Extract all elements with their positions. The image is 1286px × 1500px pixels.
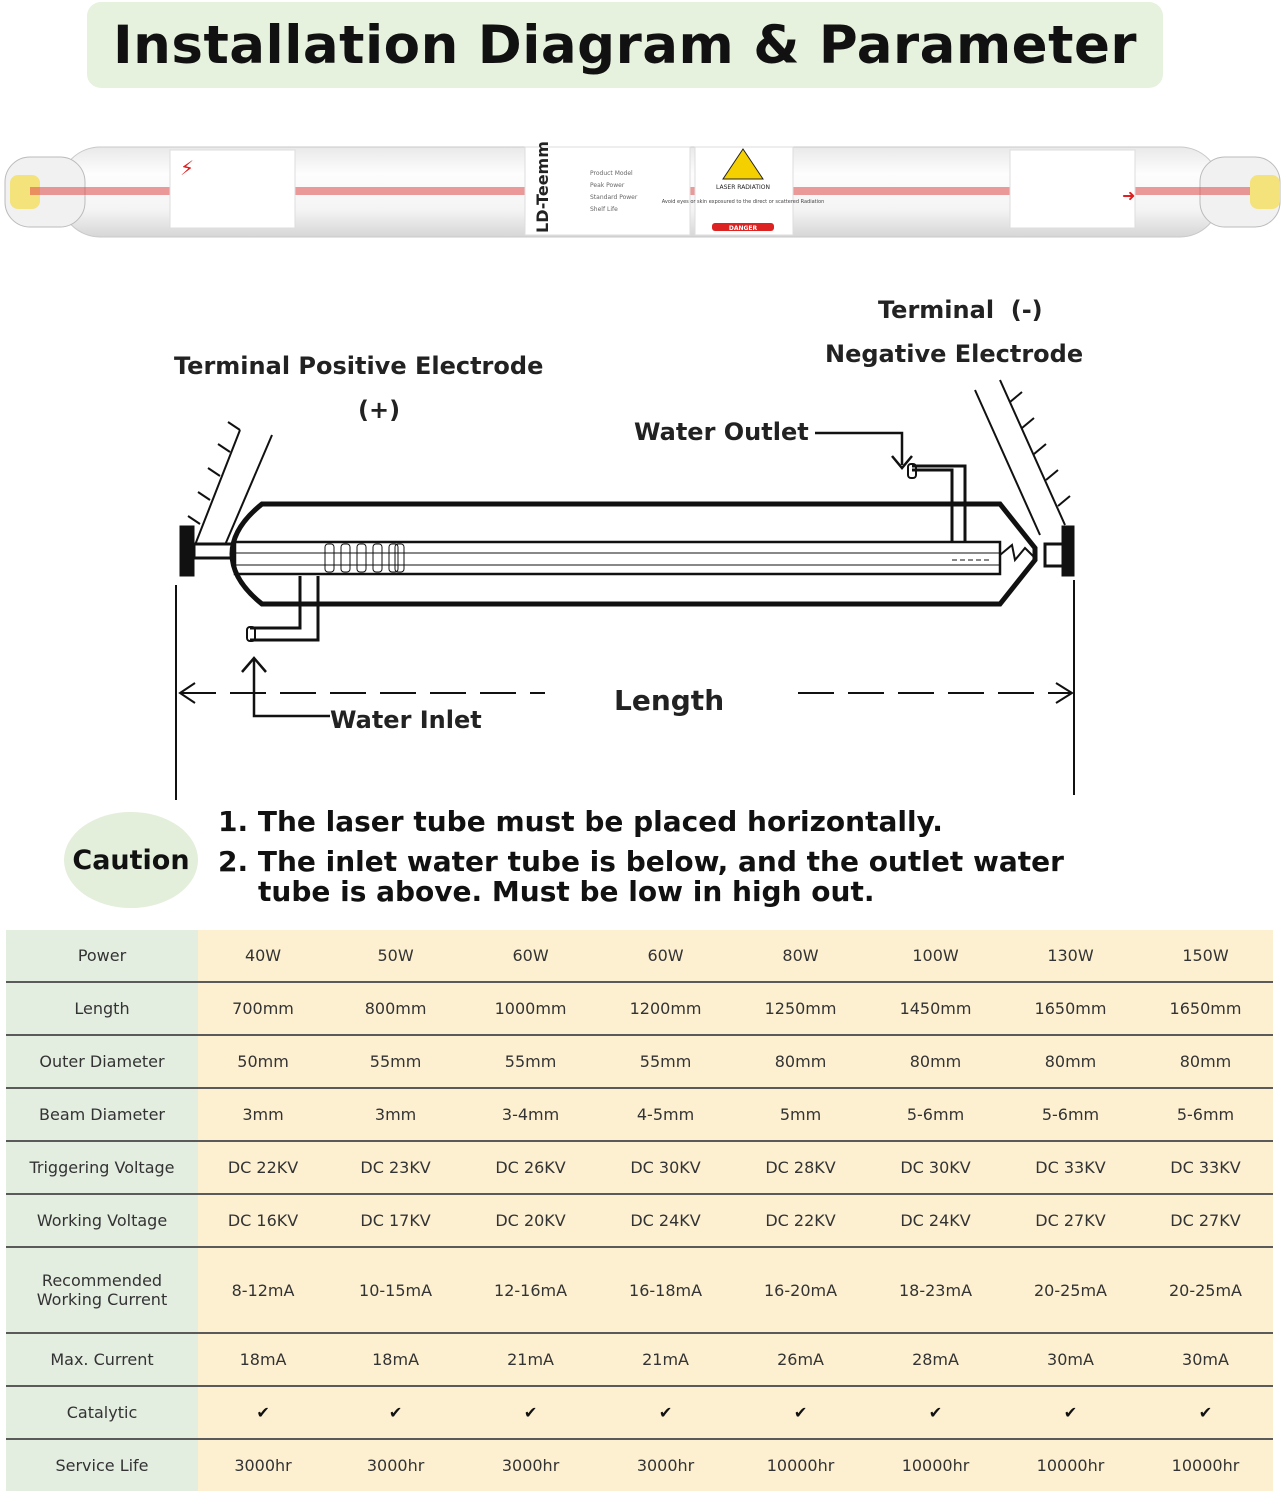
table-cell: 10000hr	[733, 1439, 868, 1491]
table-cell: 20-25mA	[1138, 1247, 1273, 1333]
table-cell: 55mm	[328, 1035, 463, 1088]
table-cell: 10000hr	[1138, 1439, 1273, 1491]
table-cell: 100W	[868, 930, 1003, 982]
table-cell: DC 16KV	[198, 1194, 328, 1247]
title-banner	[87, 2, 1163, 88]
table-cell: 80mm	[1003, 1035, 1138, 1088]
row-label: Beam Diameter	[6, 1088, 198, 1141]
table-cell: DC 26KV	[463, 1141, 598, 1194]
row-label: Working Voltage	[6, 1194, 198, 1247]
row-label: Catalytic	[6, 1386, 198, 1439]
svg-text:⚡: ⚡	[180, 156, 195, 180]
table-cell: DC 24KV	[868, 1194, 1003, 1247]
table-cell: 3mm	[198, 1088, 328, 1141]
svg-text:Shelf Life: Shelf Life	[590, 206, 618, 213]
table-cell: 21mA	[463, 1333, 598, 1386]
caution-notes	[218, 806, 1064, 916]
table-cell: 30mA	[1138, 1333, 1273, 1386]
table-cell: 1650mm	[1003, 982, 1138, 1035]
table-cell: 80mm	[1138, 1035, 1273, 1088]
note-2-continued: tube is above. Must be low in high out.	[258, 875, 875, 908]
table-cell: 40W	[198, 930, 328, 982]
table-cell: 16-20mA	[733, 1247, 868, 1333]
table-row	[6, 930, 1273, 982]
table-cell: 50mm	[198, 1035, 328, 1088]
table-cell: 80mm	[868, 1035, 1003, 1088]
table-row	[6, 1035, 1273, 1088]
table-cell: DC 30KV	[868, 1141, 1003, 1194]
table-cell: DC 24KV	[598, 1194, 733, 1247]
table-cell: 1650mm	[1138, 982, 1273, 1035]
laser-tube-photo	[0, 135, 1286, 250]
table-row	[6, 1247, 1273, 1333]
water-outlet-label: Water Outlet	[634, 418, 809, 446]
svg-text:Avoid eyes or skin exposured t: Avoid eyes or skin exposured to the direct or scattered Radiation	[661, 199, 825, 205]
table-cell: 18-23mA	[868, 1247, 1003, 1333]
svg-text:DANGER: DANGER	[728, 225, 758, 232]
table-cell: 4-5mm	[598, 1088, 733, 1141]
svg-text:Peak Power: Peak Power	[590, 182, 625, 189]
table-cell: DC 22KV	[733, 1194, 868, 1247]
table-cell: 10000hr	[1003, 1439, 1138, 1491]
table-row	[6, 1141, 1273, 1194]
row-label: Max. Current	[6, 1333, 198, 1386]
table-cell: 1000mm	[463, 982, 598, 1035]
table-cell: DC 30KV	[598, 1141, 733, 1194]
table-cell: 28mA	[868, 1333, 1003, 1386]
table-cell: 20-25mA	[1003, 1247, 1138, 1333]
negative-electrode-label: Negative Electrode	[825, 340, 1084, 368]
table-cell: ✔	[598, 1386, 733, 1439]
table-cell: 3-4mm	[463, 1088, 598, 1141]
brand-label: LD-Teemm	[533, 141, 552, 233]
table-cell: ✔	[1138, 1386, 1273, 1439]
note-1: 1. The laser tube must be placed horizontally.	[218, 805, 943, 838]
table-cell: DC 23KV	[328, 1141, 463, 1194]
table-cell: DC 22KV	[198, 1141, 328, 1194]
table-cell: 80W	[733, 930, 868, 982]
table-cell: 1450mm	[868, 982, 1003, 1035]
table-cell: ✔	[328, 1386, 463, 1439]
table-cell: 18mA	[198, 1333, 328, 1386]
table-cell: 26mA	[733, 1333, 868, 1386]
table-cell: 130W	[1003, 930, 1138, 982]
svg-text:Standard Power: Standard Power	[590, 194, 638, 201]
table-cell: 3000hr	[198, 1439, 328, 1491]
table-cell: 80mm	[733, 1035, 868, 1088]
table-cell: 150W	[1138, 930, 1273, 982]
terminal-negative-label: Terminal (-)	[878, 296, 1043, 324]
page-title: Installation Diagram & Parameter	[112, 14, 1138, 76]
table-cell: ✔	[463, 1386, 598, 1439]
table-cell: ✔	[868, 1386, 1003, 1439]
table-cell: DC 33KV	[1003, 1141, 1138, 1194]
caution-label: Caution	[72, 844, 190, 876]
positive-sign-label: (+)	[358, 396, 401, 424]
table-cell: 50W	[328, 930, 463, 982]
table-cell: 60W	[598, 930, 733, 982]
table-cell: DC 27KV	[1003, 1194, 1138, 1247]
note-2: 2. The inlet water tube is below, and the outlet water	[218, 845, 1064, 878]
row-label: Length	[6, 982, 198, 1035]
table-cell: 10-15mA	[328, 1247, 463, 1333]
table-cell: 16-18mA	[598, 1247, 733, 1333]
row-label: Outer Diameter	[6, 1035, 198, 1088]
table-cell: DC 27KV	[1138, 1194, 1273, 1247]
parameter-table	[6, 930, 1273, 1491]
table-cell: DC 20KV	[463, 1194, 598, 1247]
table-cell: 5-6mm	[868, 1088, 1003, 1141]
table-cell: 12-16mA	[463, 1247, 598, 1333]
table-cell: 3000hr	[463, 1439, 598, 1491]
table-cell: 3000hr	[328, 1439, 463, 1491]
table-cell: ✔	[733, 1386, 868, 1439]
row-label: Triggering Voltage	[6, 1141, 198, 1194]
table-row	[6, 1333, 1273, 1386]
table-cell: 5mm	[733, 1088, 868, 1141]
table-cell: 3000hr	[598, 1439, 733, 1491]
water-inlet-label: Water Inlet	[330, 706, 482, 734]
table-cell: 21mA	[598, 1333, 733, 1386]
table-cell: 700mm	[198, 982, 328, 1035]
table-cell: ✔	[1003, 1386, 1138, 1439]
table-cell: 5-6mm	[1138, 1088, 1273, 1141]
table-cell: 18mA	[328, 1333, 463, 1386]
svg-text:LASER RADIATION: LASER RADIATION	[716, 184, 770, 191]
table-row	[6, 1386, 1273, 1439]
caution-badge	[64, 812, 198, 908]
table-cell: DC 28KV	[733, 1141, 868, 1194]
terminal-positive-label: Terminal Positive Electrode	[174, 352, 544, 380]
table-cell: 55mm	[463, 1035, 598, 1088]
table-cell: ✔	[198, 1386, 328, 1439]
row-label: Service Life	[6, 1439, 198, 1491]
table-cell: 10000hr	[868, 1439, 1003, 1491]
table-row	[6, 982, 1273, 1035]
svg-text:Product Model: Product Model	[590, 170, 633, 177]
svg-text:➜: ➜	[1122, 186, 1136, 205]
table-cell: DC 33KV	[1138, 1141, 1273, 1194]
table-cell: 55mm	[598, 1035, 733, 1088]
table-row	[6, 1194, 1273, 1247]
row-label: Power	[6, 930, 198, 982]
table-cell: 1200mm	[598, 982, 733, 1035]
length-label: Length	[614, 684, 725, 717]
row-label: Recommended Working Current	[6, 1247, 198, 1333]
table-row	[6, 1439, 1273, 1491]
table-cell: 5-6mm	[1003, 1088, 1138, 1141]
table-cell: 30mA	[1003, 1333, 1138, 1386]
table-cell: 60W	[463, 930, 598, 982]
table-row	[6, 1088, 1273, 1141]
table-cell: 800mm	[328, 982, 463, 1035]
table-cell: 1250mm	[733, 982, 868, 1035]
table-cell: 8-12mA	[198, 1247, 328, 1333]
table-cell: DC 17KV	[328, 1194, 463, 1247]
installation-diagram	[0, 280, 1286, 800]
table-cell: 3mm	[328, 1088, 463, 1141]
